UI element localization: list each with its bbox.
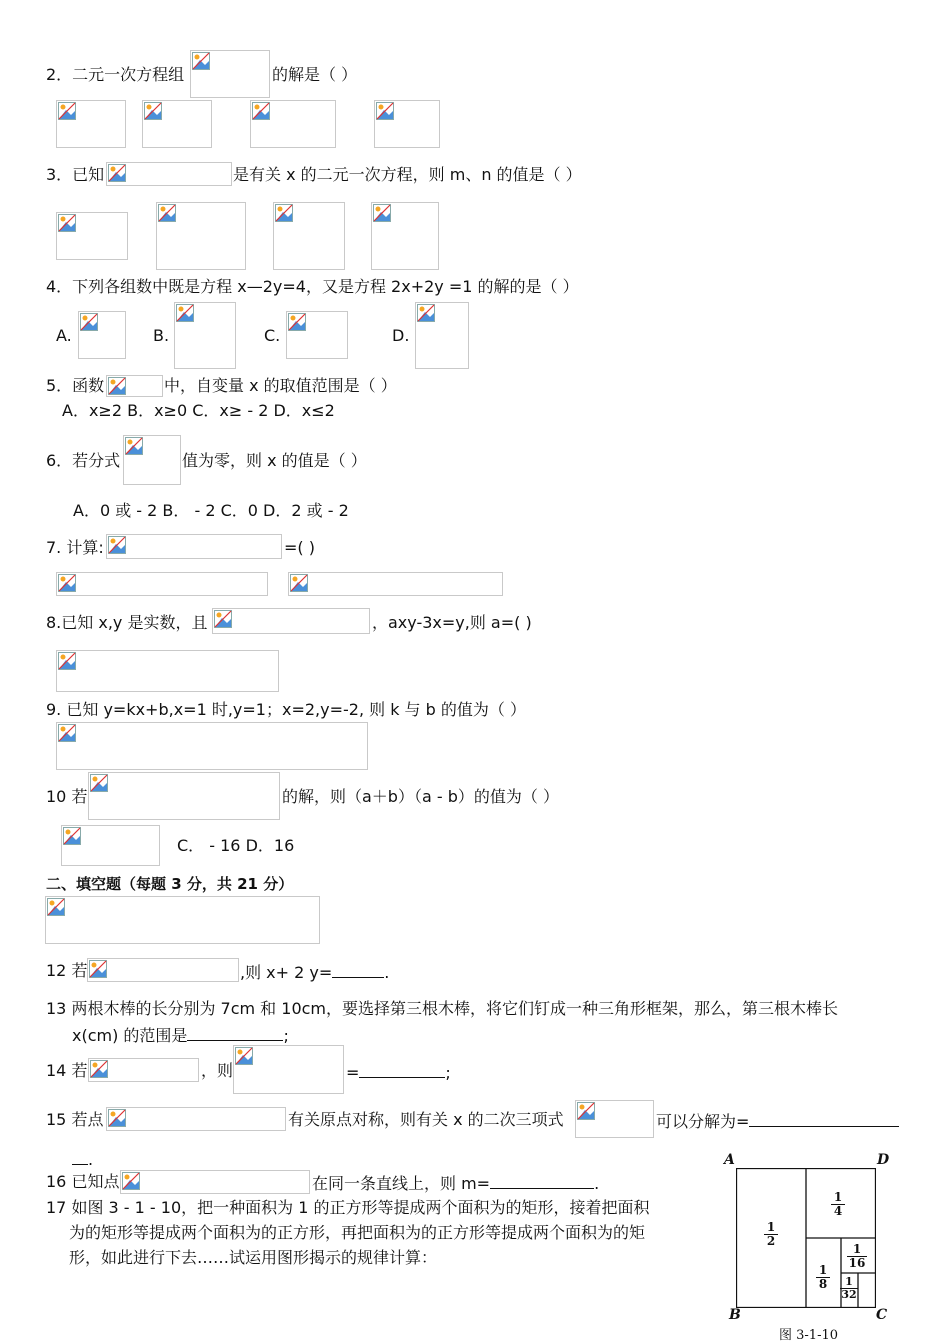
corner-label-b: B: [729, 1307, 741, 1323]
broken-image-icon: [58, 724, 76, 742]
fraction-thirty-second-num: 1: [840, 1276, 858, 1289]
q7-option-ab-image: [56, 572, 268, 596]
q7-text-a: 7. 计算:: [46, 538, 104, 557]
corner-label-c: C: [876, 1307, 888, 1323]
q9-text: 9. 已知 y=kx+b,x=1 时,y=1；x=2,y=-2, 则 k 与 b 的值为（ ）: [46, 700, 526, 719]
q2-option-a-image: [56, 100, 126, 148]
broken-image-icon: [577, 1102, 595, 1120]
q3-text-b: 是有关 x 的二元一次方程，则 m、n 的值是（ ）: [233, 165, 582, 184]
q4-option-b-label: B.: [153, 326, 170, 345]
broken-image-icon: [373, 204, 391, 222]
q16-text-b-label: 在同一条直线上，则 m=: [312, 1174, 491, 1193]
fraction-thirty-second-den: 32: [841, 1288, 857, 1301]
fraction-eighth-den: 8: [818, 1277, 828, 1291]
q16-text-a: 16 已知点: [46, 1172, 120, 1191]
q15-answer-blank[interactable]: [749, 1110, 899, 1127]
q16-text-b: [312, 1172, 599, 1194]
fraction-sixteenth-den: 16: [848, 1256, 866, 1270]
q7-option-cd-image: [288, 572, 503, 596]
fraction-quarter-den: 4: [833, 1204, 843, 1218]
q14-text-a: 14 若: [46, 1061, 88, 1080]
q3-option-b-image: [156, 202, 246, 270]
q7-text-b: =( ): [284, 538, 315, 557]
broken-image-icon: [290, 574, 308, 592]
q13-line-2-end: ;: [283, 1026, 289, 1045]
q5-text-a: 5．函数: [46, 376, 105, 395]
broken-image-icon: [122, 1172, 140, 1190]
q4-option-a-image: [78, 311, 126, 359]
broken-image-icon: [192, 52, 210, 70]
q7-expression-image: [106, 534, 282, 559]
q4-option-c-label: C.: [264, 326, 281, 345]
q15-trinomial-image: [575, 1100, 654, 1138]
q3-option-c-image: [273, 202, 345, 270]
broken-image-icon: [58, 102, 76, 120]
fraction-thirty-second: [840, 1276, 858, 1301]
broken-image-icon: [80, 313, 98, 331]
q6-fraction-image: [123, 435, 181, 485]
q8-text-b: ，axy-3x=y,则 a=( ): [372, 613, 532, 632]
broken-image-icon: [376, 102, 394, 120]
q13-line-2-label: x(cm) 的范围是: [72, 1026, 188, 1045]
q14-end: ;: [445, 1063, 451, 1082]
broken-image-icon: [108, 377, 126, 395]
broken-image-icon: [89, 960, 107, 978]
q2-option-b-image: [142, 100, 212, 148]
q14-condition-image: [88, 1058, 199, 1082]
q10-system-image: [88, 772, 280, 820]
broken-image-icon: [176, 304, 194, 322]
q8-condition-image: [212, 608, 370, 634]
broken-image-icon: [58, 574, 76, 592]
q13-line-1: 13 两根木棒的长分别为 7cm 和 10cm，要选择第三根木棒，将它们钉成一种三角形框架，那么，第三根木棒长: [46, 999, 839, 1018]
broken-image-icon: [417, 304, 435, 322]
broken-image-icon: [58, 214, 76, 232]
q13-answer-blank[interactable]: [187, 1024, 283, 1041]
q14-answer: [346, 1061, 451, 1083]
q2-text-a: 2．二元一次方程组: [46, 65, 185, 84]
q13-line-2: [72, 1024, 289, 1046]
q12-text-a: 12 若: [46, 961, 88, 980]
q15-text-a: 15 若点: [46, 1110, 104, 1129]
fraction-eighth: [816, 1264, 830, 1291]
q10-text-b: 的解，则（a＋b）（a - b）的值为（ ）: [282, 787, 559, 806]
q17-line-2: 为的矩形等提成两个面积为的正方形，再把面积为的正方形等提成两个面积为的矩: [69, 1223, 646, 1242]
q16-end: .: [594, 1174, 600, 1193]
q10-options-ab-image: [61, 825, 160, 866]
q15-end: .: [88, 1150, 94, 1169]
broken-image-icon: [158, 204, 176, 222]
q14-answer-blank[interactable]: [359, 1061, 445, 1078]
q4-option-a-label: A.: [56, 326, 72, 345]
q5-function-image: [106, 375, 163, 397]
fraction-sixteenth-num: 1: [847, 1243, 867, 1257]
q10-options-cd: C． - 16 D．16: [177, 836, 295, 855]
fraction-quarter: [831, 1191, 845, 1218]
broken-image-icon: [275, 204, 293, 222]
broken-image-icon: [144, 102, 162, 120]
q3-equation-image: [106, 162, 232, 186]
q4-option-d-label: D.: [392, 326, 410, 345]
q14-expression-image: [233, 1045, 344, 1094]
q3-option-a-image: [56, 212, 128, 260]
broken-image-icon: [63, 827, 81, 845]
q16-points-image: [120, 1170, 310, 1194]
q14-equals: =: [346, 1063, 360, 1082]
corner-label-a: A: [724, 1152, 735, 1168]
fraction-quarter-num: 1: [831, 1191, 845, 1205]
q16-answer-blank[interactable]: [490, 1172, 594, 1189]
q15-points-image: [106, 1107, 286, 1131]
q4-option-c-image: [286, 311, 348, 359]
q2-equation-image: [190, 50, 270, 98]
broken-image-icon: [214, 610, 232, 628]
broken-image-icon: [47, 898, 65, 916]
q12-text-c: .: [384, 963, 390, 982]
broken-image-icon: [108, 536, 126, 554]
q15-answer-blank-cont[interactable]: [72, 1148, 88, 1165]
q10-text-a: 10 若: [46, 787, 88, 806]
fraction-eighth-num: 1: [816, 1264, 830, 1278]
q9-options-image: [56, 722, 368, 770]
broken-image-icon: [288, 313, 306, 331]
corner-label-d: D: [877, 1152, 890, 1168]
fraction-sixteenth: [847, 1243, 867, 1270]
fraction-half-den: 2: [766, 1234, 776, 1248]
broken-image-icon: [235, 1047, 253, 1065]
fraction-half-num: 1: [764, 1221, 778, 1235]
q15-line-2: [72, 1148, 93, 1170]
q4-option-b-image: [174, 302, 236, 369]
q14-text-b: ，则: [201, 1061, 234, 1080]
q6-options: A．0 或 - 2 B． - 2 C．0 D．2 或 - 2: [73, 501, 349, 520]
broken-image-icon: [90, 774, 108, 792]
figure-caption: 图 3-1-10: [779, 1328, 839, 1343]
q11-image: [45, 896, 320, 944]
q2-option-d-image: [374, 100, 440, 148]
q2-text-b: 的解是（ ）: [272, 65, 358, 84]
q3-text-a: 3．已知: [46, 165, 105, 184]
q17-line-3: 形，如此进行下去……试运用图形揭示的规律计算：: [69, 1248, 438, 1267]
q12-condition-image: [87, 958, 239, 982]
q15-text-b: 有关原点对称，则有关 x 的二次三项式: [288, 1110, 564, 1129]
broken-image-icon: [58, 652, 76, 670]
section-2-title: 二、填空题（每题 3 分，共 21 分）: [46, 875, 294, 893]
q8-text-a: 8.已知 x,y 是实数，且: [46, 613, 208, 632]
q3-option-d-image: [371, 202, 439, 270]
broken-image-icon: [252, 102, 270, 120]
q4-option-d-image: [415, 302, 469, 369]
q12-answer-blank[interactable]: [332, 961, 384, 978]
q5-text-b: 中，自变量 x 的取值范围是（ ）: [164, 376, 397, 395]
q15-text-c-label: 可以分解为=: [656, 1112, 750, 1131]
q15-text-c: [656, 1110, 899, 1132]
q5-options: A．x≥2 B．x≥0 C．x≥ - 2 D．x≤2: [62, 401, 335, 420]
q12-text-b-label: ,则 x+ 2 y=: [240, 963, 333, 982]
fraction-half: [764, 1221, 778, 1248]
q2-option-c-image: [250, 100, 336, 148]
q6-text-b: 值为零，则 x 的值是（ ）: [182, 451, 367, 470]
q6-text-a: 6．若分式: [46, 451, 121, 470]
broken-image-icon: [108, 164, 126, 182]
broken-image-icon: [90, 1060, 108, 1078]
q12-text-b: [240, 961, 389, 983]
broken-image-icon: [108, 1109, 126, 1127]
q4-text: 4．下列各组数中既是方程 x—2y=4，又是方程 2x+2y =1 的解的是（ ）: [46, 277, 579, 296]
q8-options-image: [56, 650, 279, 692]
broken-image-icon: [125, 437, 143, 455]
q17-line-1: 17 如图 3 - 1 - 10，把一种面积为 1 的正方形等提成两个面积为的矩形，接着把面积: [46, 1198, 650, 1217]
